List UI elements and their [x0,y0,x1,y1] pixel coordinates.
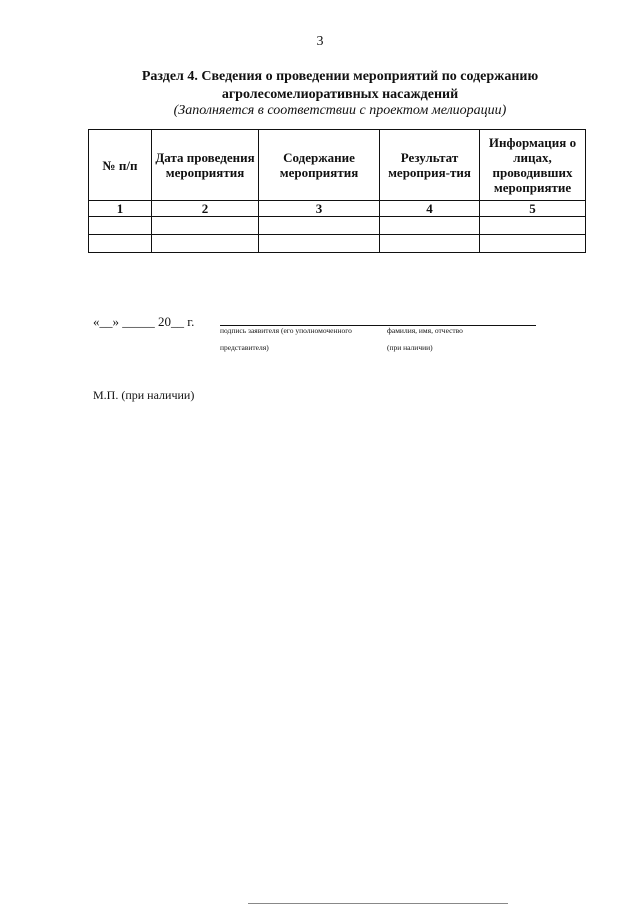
column-number: 2 [152,201,259,217]
table-cell[interactable] [152,217,259,235]
header-content: Содержание мероприятия [259,130,380,201]
header-persons-info: Информация о лицах, проводивших мероприятие [480,130,586,201]
stamp-note: М.П. (при наличии) [93,388,195,402]
signature-date: «__» _____ 20__ г. [93,314,195,329]
section-title [60,68,620,104]
table-cell[interactable] [89,217,152,235]
table-cell[interactable] [480,235,586,253]
column-number-row [89,201,586,217]
header-result: Результат мероприя-тия [380,130,480,201]
table-cell[interactable] [259,235,380,253]
bottom-divider [248,903,508,904]
page-number: 3 [316,34,324,49]
column-number: 5 [480,201,586,217]
column-number: 3 [259,201,380,217]
table-cell[interactable] [89,235,152,253]
signer-caption-line-1: подпись заявителя (его уполномоченного [220,326,352,335]
table-cell[interactable] [380,235,480,253]
name-caption-line-1: фамилия, имя, отчество [387,326,463,335]
column-number: 1 [89,201,152,217]
name-caption-line-2: (при наличии) [387,343,433,352]
table-cell[interactable] [380,217,480,235]
table-row [89,217,586,235]
table-row [89,235,586,253]
section-subtitle: (Заполняется в соответствии с проектом мелиорации) [173,103,507,118]
table-cell[interactable] [152,235,259,253]
table-header-row [89,130,586,201]
table-cell[interactable] [480,217,586,235]
header-number: № п/п [89,130,152,201]
column-number: 4 [380,201,480,217]
header-date: Дата проведения мероприятия [152,130,259,201]
table-cell[interactable] [259,217,380,235]
section-title-line-1: Раздел 4. Сведения о проведении мероприятий по содержанию [141,69,539,84]
section-title-line-2: агролесомелиоративных насаждений [221,87,459,102]
signer-caption-line-2: представителя) [220,343,269,352]
activities-table [88,129,586,253]
